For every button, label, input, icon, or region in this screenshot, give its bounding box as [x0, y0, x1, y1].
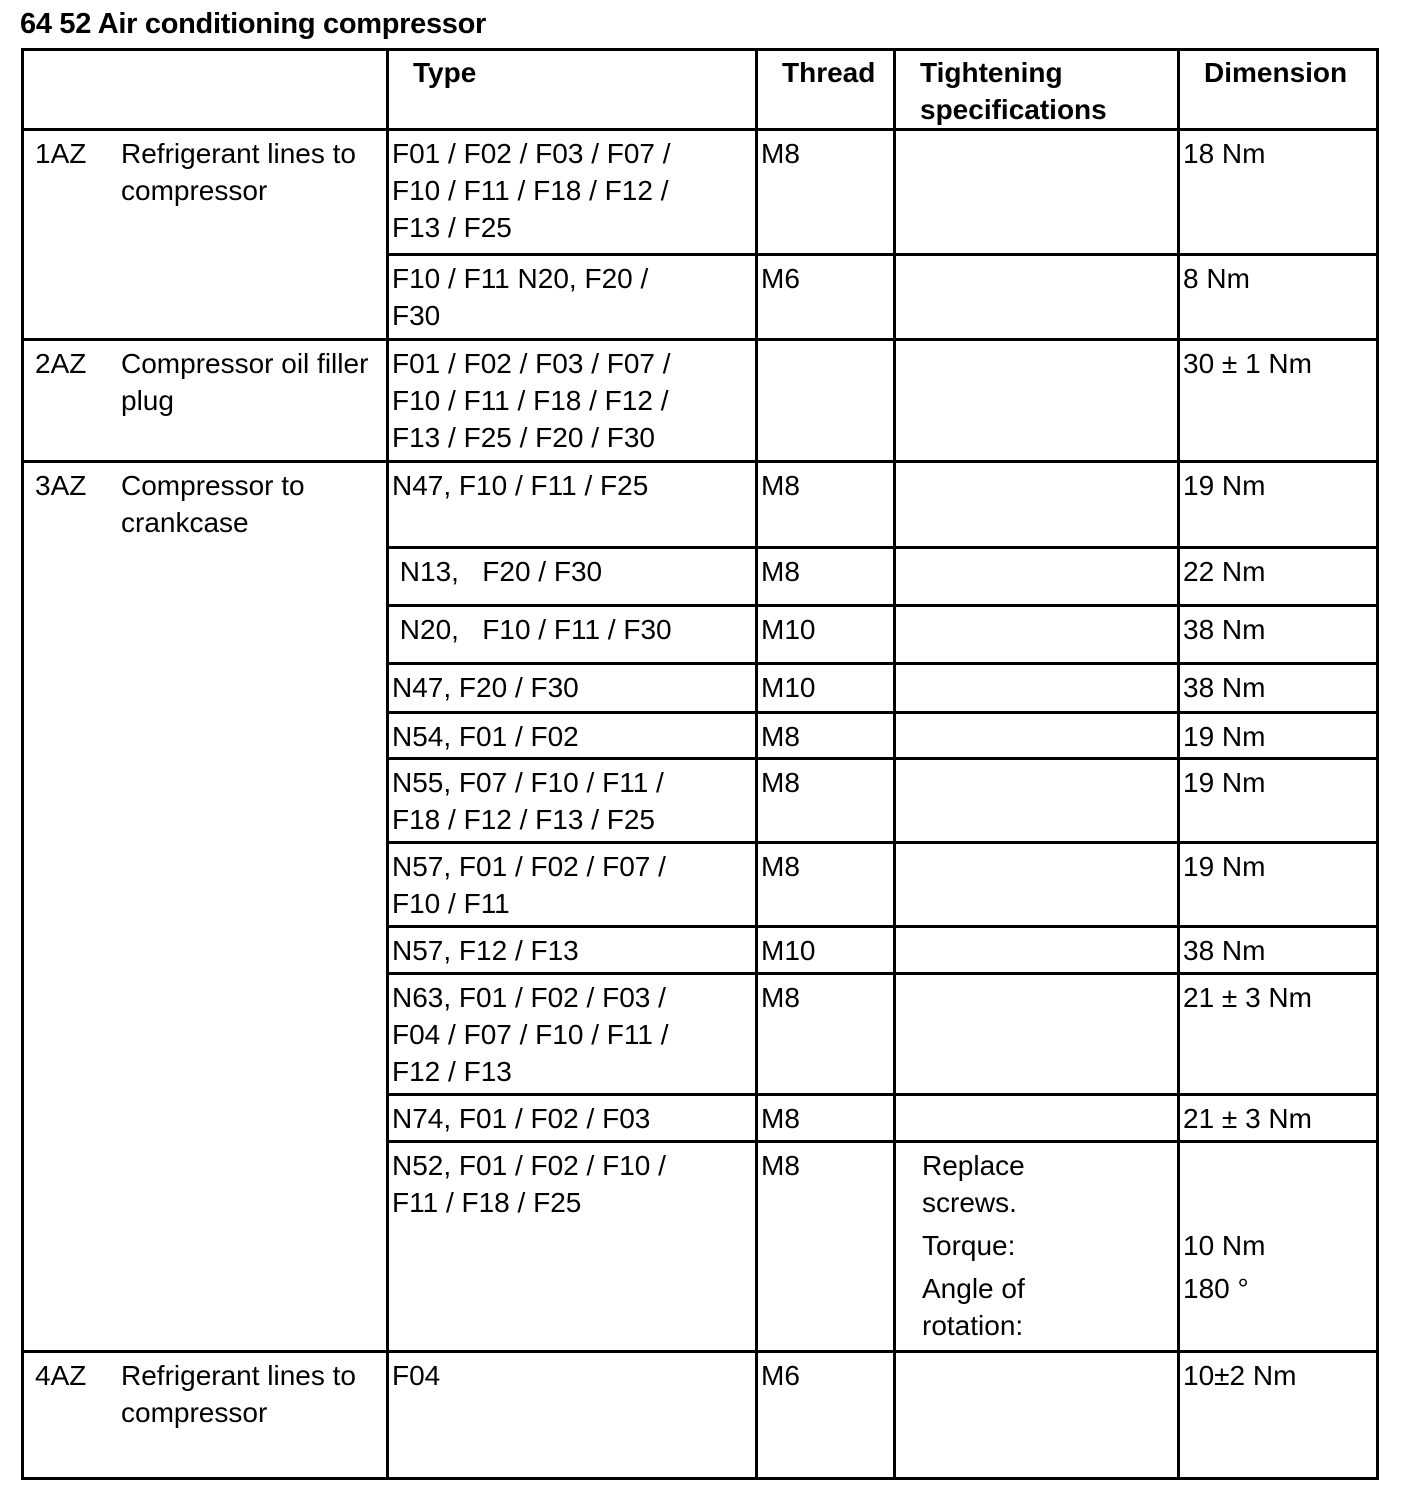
type-cell: N20, F10 / F11 / F30: [388, 606, 757, 664]
type-cell: F04: [388, 1352, 757, 1479]
thread-cell: [757, 340, 895, 462]
dimension-cell: [1179, 759, 1378, 843]
group-label: [24, 1353, 386, 1431]
thread-cell: M8: [757, 974, 895, 1095]
thread-cell: M10: [757, 664, 895, 713]
tightening-spec-cell: [895, 759, 1179, 843]
group-description: Refrigerant lines to compressor: [121, 138, 357, 206]
tightening-spec-cell: [895, 664, 1179, 713]
group-label: [24, 341, 386, 419]
group-label-cell: [23, 340, 388, 462]
dimension-value: 30 ± 1 Nm: [1183, 348, 1312, 379]
tightening-spec-cell: [895, 927, 1179, 974]
group-label-cell: [23, 130, 388, 340]
spec-line: Torque:: [922, 1230, 1016, 1261]
dimension-cell: [1179, 1142, 1378, 1352]
tightening-spec-cell: [895, 713, 1179, 759]
table-row: [23, 130, 1378, 255]
group-id: 4AZ: [35, 1360, 87, 1391]
table-row: [23, 340, 1378, 462]
type-cell: N47, F20 / F30: [388, 664, 757, 713]
type-cell: F01 / F02 / F03 / F07 / F10 / F11 / F18 / F12 / F13 / F25: [388, 130, 757, 255]
tightening-spec-cell: [895, 1142, 1179, 1352]
tightening-spec-cell: [895, 843, 1179, 927]
group-label-cell: [23, 1352, 388, 1479]
group-id: 3AZ: [35, 470, 87, 501]
header-thread: Thread: [757, 50, 895, 130]
thread-cell: M8: [757, 843, 895, 927]
thread-cell: M8: [757, 759, 895, 843]
header-tightening-specifications: Tightening specifications: [895, 50, 1179, 130]
type-cell: N55, F07 / F10 / F11 / F18 / F12 / F13 / F25: [388, 759, 757, 843]
group-description: Compressor to crankcase: [121, 470, 305, 538]
thread-cell: M6: [757, 1352, 895, 1479]
dimension-value: 38 Nm: [1183, 672, 1266, 703]
dimension-value: 18 Nm: [1183, 138, 1266, 169]
dimension-value: 8 Nm: [1183, 263, 1250, 294]
type-cell: F10 / F11 N20, F20 / F30: [388, 255, 757, 340]
type-cell: N54, F01 / F02: [388, 713, 757, 759]
thread-cell: M10: [757, 606, 895, 664]
dimension-value: 10±2 Nm: [1183, 1360, 1297, 1391]
dimension-cell: [1179, 1095, 1378, 1142]
tightening-spec-cell: [895, 130, 1179, 255]
tightening-spec-cell: [895, 255, 1179, 340]
type-cell: N57, F12 / F13: [388, 927, 757, 974]
type-cell: N47, F10 / F11 / F25: [388, 462, 757, 548]
tightening-spec-cell: [895, 340, 1179, 462]
dimension-value: 22 Nm: [1183, 556, 1266, 587]
dimension-value: 21 ± 3 Nm: [1183, 982, 1312, 1013]
thread-cell: M8: [757, 548, 895, 606]
thread-cell: M8: [757, 462, 895, 548]
dimension-cell: [1179, 548, 1378, 606]
dimension-value: 21 ± 3 Nm: [1183, 1103, 1312, 1134]
dimension-cell: [1179, 713, 1378, 759]
type-cell: N13, F20 / F30: [388, 548, 757, 606]
group-label: [24, 463, 386, 541]
dimension-cell: [1179, 606, 1378, 664]
dimension-cell: [1179, 255, 1378, 340]
dimension-value: 38 Nm: [1183, 614, 1266, 645]
header-dimension: Dimension: [1179, 50, 1378, 130]
group-description: Compressor oil filler plug: [121, 348, 369, 416]
header-type: Type: [388, 50, 757, 130]
group-label: [24, 131, 386, 209]
tightening-spec-cell: [895, 606, 1179, 664]
thread-cell: M8: [757, 1142, 895, 1352]
dimension-cell: [1179, 462, 1378, 548]
group-id: 2AZ: [35, 348, 87, 379]
dimension-value: 19 Nm: [1183, 851, 1266, 882]
tightening-spec-cell: [895, 1352, 1179, 1479]
dimension-cell: [1179, 974, 1378, 1095]
dimension-value: 10 Nm: [1183, 1230, 1266, 1261]
dimension-value: 19 Nm: [1183, 470, 1266, 501]
document-title: 64 52 Air conditioning compressor: [20, 8, 487, 40]
header-blank: [23, 50, 388, 130]
tightening-spec-cell: [895, 548, 1179, 606]
torque-spec-table: [21, 48, 1379, 1480]
dimension-value: 19 Nm: [1183, 721, 1266, 752]
type-cell: N52, F01 / F02 / F10 / F11 / F18 / F25: [388, 1142, 757, 1352]
dimension-cell: [1179, 927, 1378, 974]
thread-cell: M10: [757, 927, 895, 974]
type-cell: N57, F01 / F02 / F07 / F10 / F11: [388, 843, 757, 927]
dimension-value: 38 Nm: [1183, 935, 1266, 966]
tightening-spec-cell: [895, 462, 1179, 548]
dimension-cell: [1179, 130, 1378, 255]
dimension-value: 180 °: [1183, 1273, 1249, 1304]
thread-cell: M8: [757, 1095, 895, 1142]
tightening-spec-cell: [895, 974, 1179, 1095]
group-description: Refrigerant lines to compressor: [121, 1360, 357, 1428]
tightening-spec-cell: [895, 1095, 1179, 1142]
type-cell: N63, F01 / F02 / F03 / F04 / F07 / F10 / F11 / F12 / F13: [388, 974, 757, 1095]
thread-cell: M8: [757, 130, 895, 255]
table-row: [23, 462, 1378, 548]
spec-line: Replace screws.: [922, 1150, 1025, 1218]
header-row: [23, 50, 1378, 130]
dimension-value: [1183, 1147, 1376, 1227]
thread-cell: M8: [757, 713, 895, 759]
dimension-cell: [1179, 843, 1378, 927]
spec-line: Angle of rotation:: [922, 1273, 1025, 1341]
thread-cell: M6: [757, 255, 895, 340]
group-id: 1AZ: [35, 138, 87, 169]
table-body: [23, 130, 1378, 1479]
type-cell: N74, F01 / F02 / F03: [388, 1095, 757, 1142]
dimension-value: 19 Nm: [1183, 767, 1266, 798]
dimension-cell: [1179, 340, 1378, 462]
table-row: [23, 1352, 1378, 1479]
dimension-cell: [1179, 664, 1378, 713]
type-cell: F01 / F02 / F03 / F07 / F10 / F11 / F18 / F12 / F13 / F25 / F20 / F30: [388, 340, 757, 462]
group-label-cell: [23, 462, 388, 1352]
dimension-cell: [1179, 1352, 1378, 1479]
